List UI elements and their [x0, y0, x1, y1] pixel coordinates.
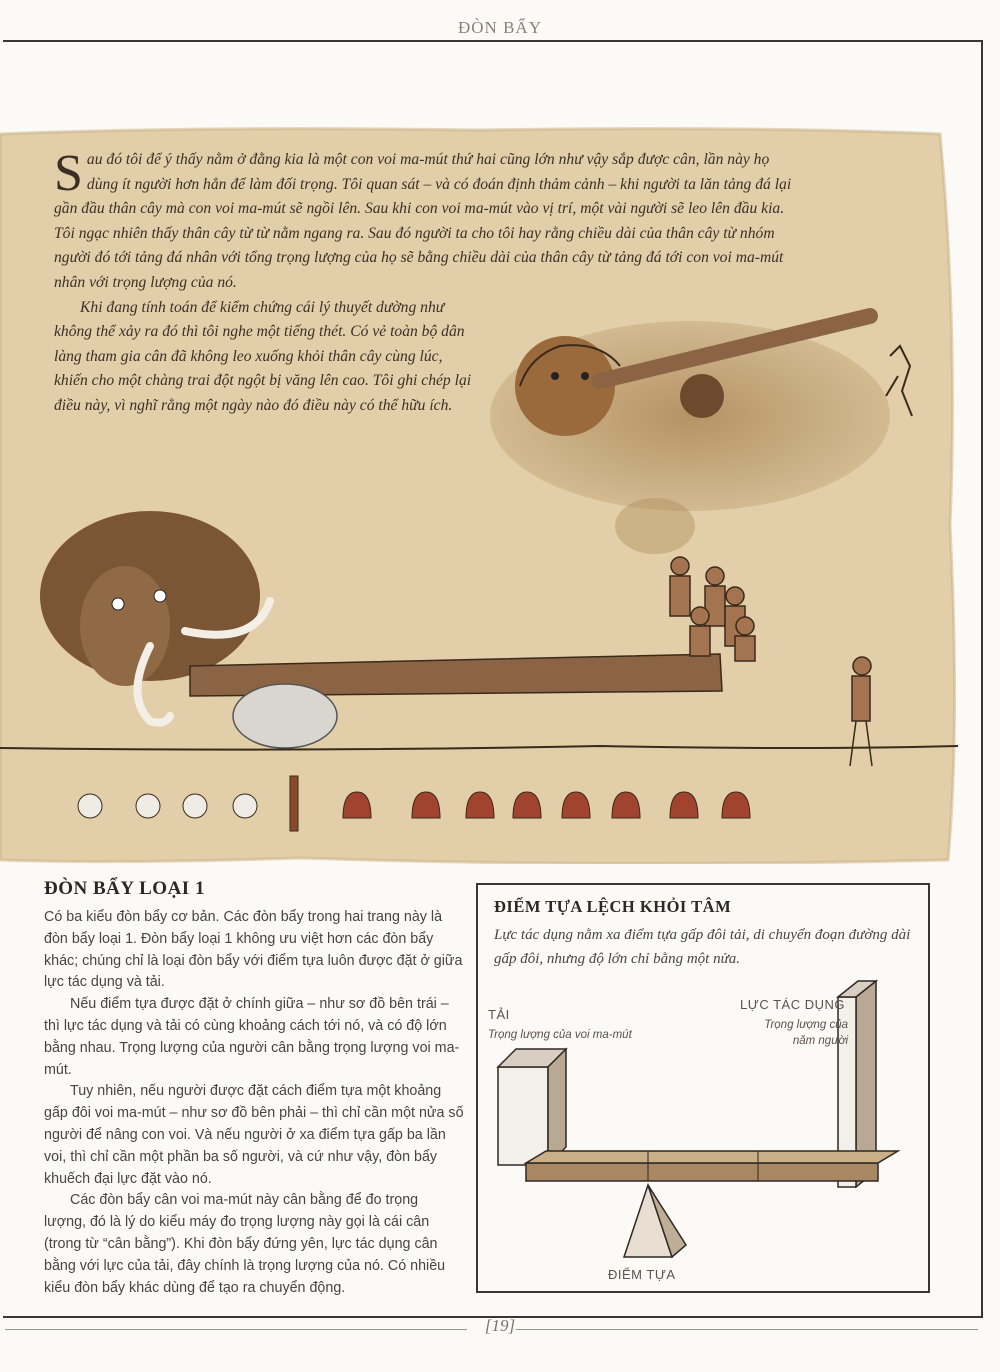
fulcrum-label: ĐIỂM TỰA — [608, 1267, 676, 1282]
effort-sublabel-line-2: năm người — [792, 1035, 848, 1047]
box-title: ĐIỂM TỰA LỆCH KHỎI TÂM — [494, 897, 732, 916]
effort-sublabel — [758, 1017, 848, 1049]
section-body — [44, 907, 464, 1299]
effort-sublabel-line-1: Trọng lượng của — [764, 1019, 848, 1031]
off-center-fulcrum-box — [476, 883, 930, 1293]
section-title: ĐÒN BẨY LOẠI 1 — [44, 878, 205, 899]
lever-beam — [526, 1163, 878, 1181]
story-paragraph-2: Khi đang tính toán để kiểm chứng cái lý thuyết dường như không thể xảy ra đó thì tôi nghe một tiếng thét. Có vẻ toàn bộ dân làng tham gia cân đã không leo xuống khỏi thân cây cùng lúc, khiến cho một chàng trai đột ngột bị văng lên cao. Tôi ghi chép lại điều này, vì nghĩ rằng một ngày nào đó điều này có thể hữu ích. — [54, 298, 472, 414]
section-paragraph: Tuy nhiên, nếu người được đặt cách điểm tựa một khoảng gấp đôi voi ma-mút – như sơ đồ bên phải – thì chỉ cần một nửa số người để nâng con voi. Và nếu người ở xa điểm tựa gấp ba lần voi, thì chỉ cần một phần ba số người, và cứ như vậy, đòn bẩy khuếch đại lực đặt vào nó. — [44, 1083, 464, 1187]
story-text — [54, 145, 794, 419]
section-paragraph: Các đòn bẩy cân voi ma-mút này cân bằng để đo trọng lượng, đó là lý do kiểu máy đo trọng lượng này gọi là cái cân (trong từ “cân bằng”). Khi đòn bẩy đứng yên, lực tác dụng cân bằng với lực của tải, đây chính là trọng lượng của nó. Có nhiều kiểu đòn bẩy khác dùng để tạo ra chuyển động. — [44, 1192, 446, 1296]
lever-diagram — [478, 885, 928, 1291]
running-title: ĐÒN BẨY — [458, 18, 542, 37]
effort-label: LỰC TÁC DỤNG — [740, 997, 845, 1012]
load-block — [498, 1067, 548, 1165]
fulcrum-rock — [233, 684, 337, 748]
load-sublabel: Trọng lượng của voi ma-mút — [488, 1029, 632, 1041]
drop-cap: S — [54, 145, 83, 202]
section-paragraph: Nếu điểm tựa được đặt ở chính giữa – như sơ đồ bên trái – thì lực tác dụng và tải có cùng khoảng cách tới nó, và có độ lớn bằng nhau. Trọng lượng của người cân bằng trọng lượng voi ma-mút. — [44, 996, 460, 1078]
story-paragraph-1: au đó tôi để ý thấy nằm ở đằng kia là một con voi ma-mút thứ hai cũng lớn như vậy sắp được cân, lần này họ dùng ít người hơn hẳn để làm đối trọng. Tôi quan sát – và có đoán định thảm cảnh – khi người ta lăn tảng đá lại gần đầu thân cây mà con voi ma-mút sẽ ngồi lên. Sau khi con voi ma-mút vào vị trí, một vài người sẽ leo lên đầu kia. Tôi ngạc nhiên thấy thân cây từ từ nằm ngang ra. Sau đó người ta cho tôi hay rằng chiều dài của thân cây từ nhóm người đó tới tảng đá nhân với tổng trọng lượng của họ sẽ bằng chiều dài của thân cây từ tảng đá tới con voi ma-mút nhân với trọng lượng của nó. — [54, 151, 792, 291]
box-caption: Lực tác dụng nằm xa điểm tựa gấp đôi tải, di chuyển đoạn đường dài gấp đôi, nhưng độ lớn chỉ bằng một nửa. — [494, 927, 911, 967]
page-number: [19] — [484, 1316, 516, 1335]
section-paragraph: Có ba kiểu đòn bẩy cơ bản. Các đòn bẩy trong hai trang này là đòn bẩy loại 1. Đòn bẩy loại 1 không ưu việt hơn các đòn bẩy khác; chúng chỉ là loại đòn bẩy với điểm tựa luôn được đặt ở giữa lực tác dụng và tải. — [44, 909, 463, 991]
load-label: TẢI — [488, 1007, 510, 1022]
